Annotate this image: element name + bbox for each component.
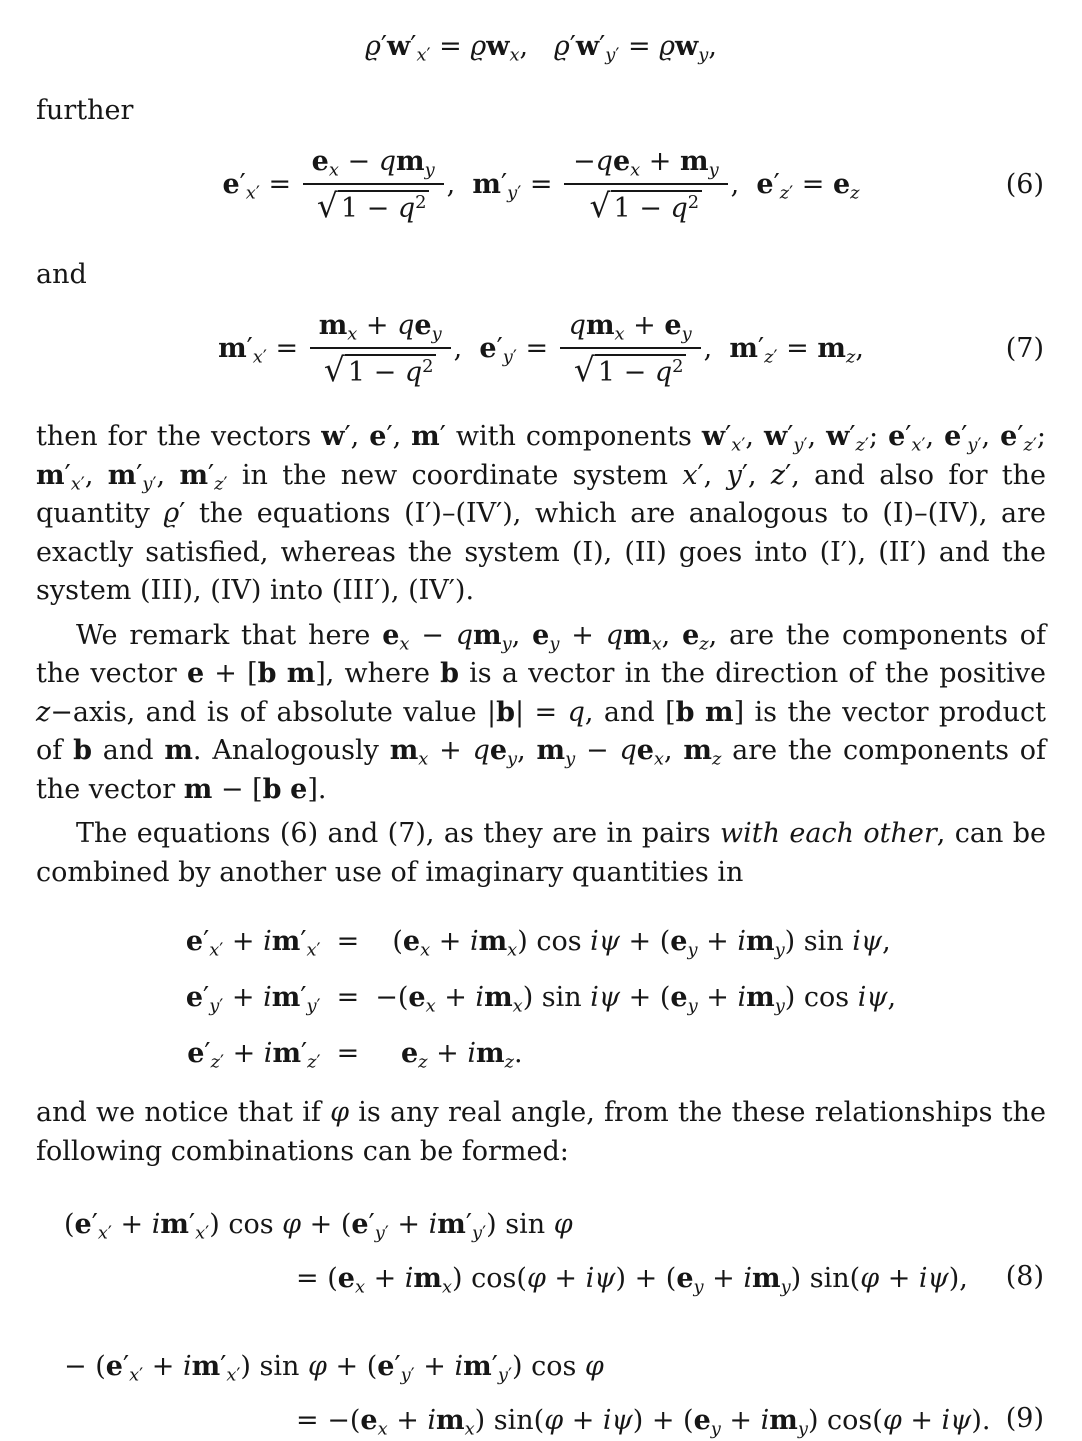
eq-system-row3-lhs: $e'_{z'} + im'_{z'}$ [187,1038,321,1073]
equation-9-line2: = $-(e_x + im_x) \sin(\varphi + i\psi) + (e_y + im_y) \cos(\varphi + i\psi)$. [296,1405,991,1440]
display-equation-9 [36,1347,1046,1441]
paragraph-vectors-new-system: then for the vectors w′, e′, m′ with components $w'_{x'}$, $w'_{y'}$, $w'_{z'}$; $e'_{x'}$, $e'_{y'}$, $e'_{z'}$; $m'_{x'}$, $m'_{y'}$, $m'_{z'}$ in the new coordinate system x′, y′, z′, and also for the quantity ϱ′ the equations (I′)–(IV′), which are analogous to (I)–(IV), are exactly satisfied, whereas the system (I), (II) goes into (I′), (II′) and the system (III), (IV) into (III′), (IV′). [36,421,1047,606]
connector-word-further: further [36,95,134,126]
eq-system-row2-equals: = [336,982,360,1013]
display-equation-7 [36,300,1046,398]
equation-system-imaginary [36,922,1046,1074]
eq-system-row2-lhs: $e'_{y'} + im'_{y'}$ [185,982,321,1017]
display-equation-charge-density: $ϱ'w'_{x'} = ϱw_x$, $ϱ'w'_{y'} = ϱw_y$, [365,31,717,66]
eq-system-row1-rhs: $(e_x + im_x)$ $\cos i\psi + (e_y + im_y)$ sin iψ, [375,926,891,961]
equation-6-number: (6) [1005,169,1044,200]
paragraph-real-angle: and we notice that if φ is any real angle, from the these relationships the following combinations can be formed: [36,1097,1046,1167]
paragraph-pairs-combination: The equations (6) and (7), as they are in pairs with each other, can be combined by another use of imaginary quantities in [36,818,1046,888]
equation-9-line1: − $(e'_{x'} + im'_{x'})$ $\sin \varphi + (e'_{y'} + im'_{y'})$ cos φ [64,1351,604,1386]
display-equation-8 [36,1205,1046,1299]
equation-9-number: (9) [1005,1403,1044,1434]
equation-6-body: $e'_{x'}$ = $e_x - qm_y$ √ $1 - q^2$ , $m'_{y'}$ = $-qe_x + m_y$ √ $1 - q^2$ , $e'_{z'} = e_z$ [222,146,860,225]
eq-system-row1-lhs: $e'_{x'} + im'_{x'}$ [185,926,321,961]
eq-system-row3-rhs: $e_z + im_z$. [400,1038,523,1073]
display-equation-6 [36,136,1046,234]
equation-8-number: (8) [1005,1261,1044,1292]
eq-system-row2-rhs: $-(e_x + im_x)$ $\sin i\psi + (e_y + im_y)$ cos iψ, [375,982,897,1017]
eq-system-row3-equals: = [336,1038,360,1069]
connector-word-and: and [36,259,87,290]
paragraph-remark-components: We remark that here $e_x - qm_y$, $e_y + qm_x$, $e_z$, are the components of the vector e + [b m], where b is a vector in the direction of the positive z−axis, and is of absolute value |b| = q, and [b m] is the vector product of b and m. Analogously $m_x + qe_y$, $m_y - qe_x$, $m_z$ are the components of the vector m − [b e]. [36,619,1047,805]
equation-7-body: $m'_{x'}$ = $m_x + qe_y$ √ $1 - q^2$ , $e'_{y'}$ = $qm_x + e_y$ √ $1 - q^2$ , $m'_{z'} = m_z$, [218,310,864,389]
equation-8-line1: $(e'_{x'} + im'_{x'})$ $\cos \varphi + (e'_{y'} + im'_{y'})$ sin φ [64,1209,573,1244]
equation-8-line2: = $(e_x + im_x) \cos(\varphi + i\psi) + (e_y + im_y) \sin(\varphi + i\psi)$, [296,1263,968,1298]
eq-system-row1-equals: = [336,926,360,957]
equation-7-number: (7) [1005,333,1044,364]
